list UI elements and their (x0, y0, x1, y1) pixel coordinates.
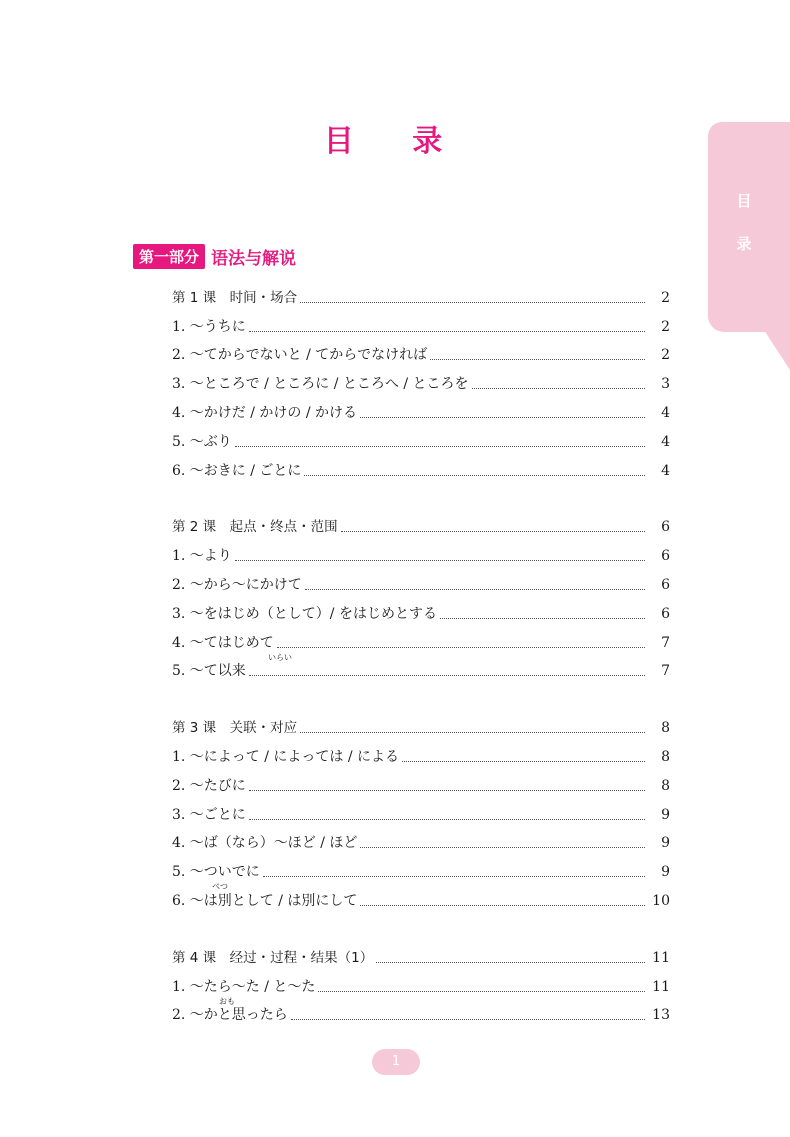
entry-label: 2. ～てからでないと / てからでなければ (172, 347, 428, 364)
toc-entry-row[interactable] (172, 536, 670, 565)
toc-entry-row[interactable] (172, 393, 670, 422)
toc-entry-row[interactable] (172, 422, 670, 451)
dot-leader (376, 961, 645, 963)
page-number: 8 (661, 777, 670, 794)
lesson-block (172, 708, 670, 910)
dot-leader (235, 559, 645, 561)
toc-entry-row[interactable] (172, 766, 670, 795)
dot-leader (305, 588, 645, 590)
dot-leader (430, 358, 645, 360)
toc-entry-row[interactable] (172, 824, 670, 853)
page-number: 7 (661, 663, 670, 680)
page-number: 4 (661, 433, 670, 450)
entry-label: 2. ～から～にかけて (172, 576, 302, 593)
dot-leader (291, 1018, 645, 1020)
dot-leader (440, 617, 645, 619)
lesson-heading-row[interactable] (172, 508, 670, 537)
entry-label: 3. ～ごとに (172, 806, 246, 823)
entry-label: 6. ～は別として / は別にして (172, 892, 358, 909)
entry-label: 3. ～ところで / ところに / ところへ / ところを (172, 376, 469, 393)
entry-label: 6. ～おきに / ごとに (172, 462, 302, 479)
lesson-block (172, 508, 670, 681)
lesson-block (172, 938, 670, 1024)
entry-label: 4. ～てはじめて (172, 634, 274, 651)
dot-leader (249, 674, 645, 676)
toc-entry-row[interactable] (172, 336, 670, 365)
dot-leader (341, 530, 645, 532)
toc-entry-row[interactable] (172, 451, 670, 480)
dot-leader (318, 990, 645, 992)
entry-label: 5. ～ぶり (172, 433, 232, 450)
lesson-title: 第 1 课 时间・场合 (172, 289, 298, 306)
page-number: 2 (661, 289, 670, 306)
part-heading (133, 244, 296, 269)
page-number: 11 (652, 978, 670, 995)
dot-leader (360, 904, 645, 906)
page-number: 13 (652, 1007, 670, 1024)
side-tab-char: 目 (736, 192, 752, 210)
side-tab-label (708, 190, 780, 254)
dot-leader (472, 387, 645, 389)
toc-entry-row[interactable] (172, 594, 670, 623)
dot-leader (263, 875, 645, 877)
side-tab-tail-decoration (742, 330, 790, 370)
page-number: 9 (661, 806, 670, 823)
lesson-heading-row[interactable] (172, 278, 670, 307)
toc-entry-row[interactable] (172, 652, 670, 681)
toc-entry-row[interactable] (172, 881, 670, 910)
dot-leader (235, 445, 645, 447)
page-number: 8 (661, 748, 670, 765)
toc-entry-row[interactable] (172, 737, 670, 766)
dot-leader (360, 416, 645, 418)
part-title: 语法与解说 (211, 249, 297, 269)
ruby-annotation: おも (219, 996, 235, 1006)
ruby-annotation: べつ (212, 882, 228, 892)
toc-entry-row[interactable] (172, 364, 670, 393)
page-title: 目 录 (323, 124, 467, 159)
page-number: 3 (661, 376, 670, 393)
page-number: 11 (652, 949, 670, 966)
table-of-contents (172, 278, 670, 1052)
dot-leader (249, 330, 645, 332)
toc-entry-row[interactable] (172, 565, 670, 594)
page-number: 4 (661, 404, 670, 421)
dot-leader (300, 301, 645, 303)
entry-label: 1. ～たら～た / と～た (172, 978, 316, 995)
entry-label: 1. ～うちに (172, 318, 246, 335)
lesson-heading-row[interactable] (172, 708, 670, 737)
toc-entry-row[interactable] (172, 623, 670, 652)
entry-label: 5. ～ついでに (172, 864, 260, 881)
entry-label: 2. ～かと思ったら (172, 1007, 288, 1024)
page-number: 8 (661, 720, 670, 737)
dot-leader (360, 846, 645, 848)
side-tab-char: 录 (736, 235, 752, 253)
lesson-title: 第 4 课 经过・过程・结果（1） (172, 949, 374, 966)
page-number: 6 (661, 519, 670, 536)
entry-label: 2. ～たびに (172, 777, 246, 794)
toc-entry-row[interactable] (172, 967, 670, 996)
page-number: 6 (661, 605, 670, 622)
dot-leader (300, 731, 645, 733)
toc-entry-row[interactable] (172, 795, 670, 824)
page-number: 9 (661, 835, 670, 852)
lesson-heading-row[interactable] (172, 938, 670, 967)
dot-leader (249, 789, 645, 791)
page-number: 7 (661, 634, 670, 651)
page-number: 2 (661, 347, 670, 364)
entry-label: 3. ～をはじめ（として）/ をはじめとする (172, 605, 437, 622)
lesson-title: 第 3 课 关联・对应 (172, 720, 298, 737)
page-number-badge: 1 (372, 1049, 420, 1075)
toc-entry-row[interactable] (172, 852, 670, 881)
dot-leader (304, 474, 645, 476)
entry-label: 1. ～より (172, 548, 232, 565)
dot-leader (402, 760, 645, 762)
page-number: 4 (661, 462, 670, 479)
lesson-title: 第 2 课 起点・终点・范围 (172, 519, 338, 536)
dot-leader (277, 646, 645, 648)
page-number: 6 (661, 548, 670, 565)
page-number: 10 (652, 892, 670, 909)
part-badge: 第一部分 (133, 244, 205, 269)
toc-entry-row[interactable] (172, 996, 670, 1025)
lesson-block (172, 278, 670, 480)
page-number: 2 (661, 318, 670, 335)
entry-label: 4. ～ば（なら）～ほど / ほど (172, 835, 358, 852)
toc-entry-row[interactable] (172, 307, 670, 336)
dot-leader (249, 818, 645, 820)
ruby-annotation: いらい (268, 652, 292, 662)
page-number: 9 (661, 864, 670, 881)
entry-label: 1. ～によって / によっては / による (172, 748, 400, 765)
page-number: 6 (661, 576, 670, 593)
entry-label: 4. ～かけだ / かけの / かける (172, 404, 358, 421)
entry-label: 5. ～て以来 (172, 663, 246, 680)
